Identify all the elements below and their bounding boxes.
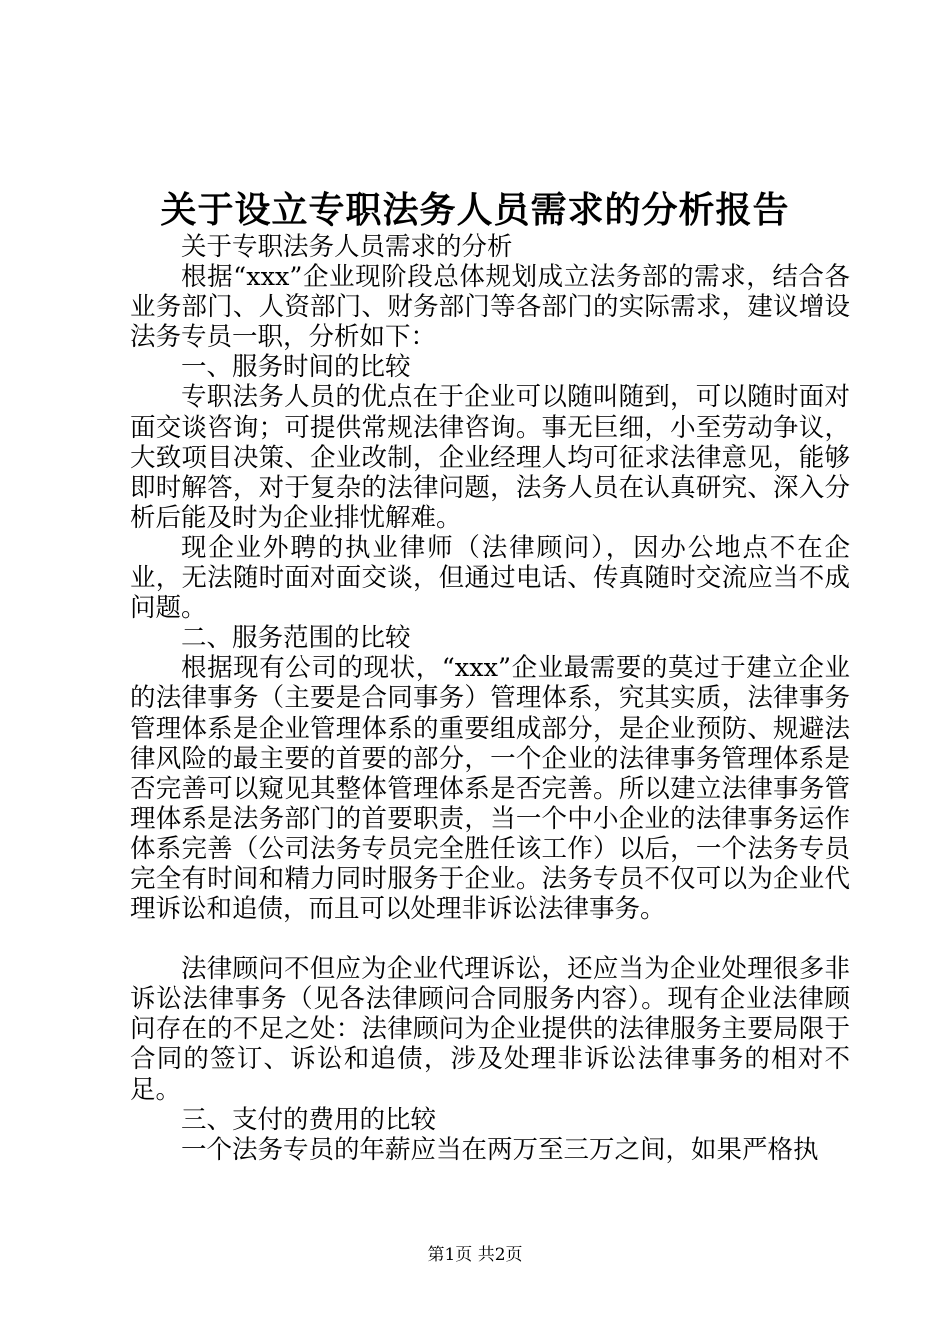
paragraph: 法律顾问不但应为企业代理诉讼，还应当为企业处理很多非诉讼法律事务（见各法律顾问合同服务内容）。现有企业法律顾问存在的不足之处：法律顾问为企业提供的法律服务主要局限于合同的签订、诉讼和追债，涉及处理非诉讼法律事务的相对不足。	[130, 954, 850, 1105]
section-heading-2: 二、服务范围的比较	[181, 623, 411, 654]
section-heading-1: 一、服务时间的比较	[181, 352, 411, 383]
document-body	[130, 232, 850, 1165]
paragraph: 现企业外聘的执业律师（法律顾问），因办公地点不在企业，无法随时面对面交谈，但通过电话、传真随时交流应当不成问题。	[130, 532, 850, 624]
paragraph: 专职法务人员的优点在于企业可以随叫随到，可以随时面对面交谈咨询；可提供常规法律咨询。事无巨细，小至劳动争议，大致项目决策、企业改制，企业经理人均可征求法律意见，能够即时解答，对于复杂的法律问题，法务人员在认真研究、深入分析后能及时为企业排忧解难。	[130, 382, 850, 533]
section-heading-3: 三、支付的费用的比较	[181, 1104, 437, 1135]
subtitle-paragraph: 关于专职法务人员需求的分析	[181, 232, 513, 262]
paragraph: 根据现有公司的现状，“xxx”企业最需要的莫过于建立企业的法律事务（主要是合同事务）管理体系，究其实质，法律事务管理体系是企业管理体系的重要组成部分，是企业预防、规避法律风险的最主要的首要的部分，一个企业的法律事务管理体系是否完善可以窥见其整体管理体系是否完善。所以建立法律事务管理体系是法务部门的首要职责，当一个中小企业的法律事务运作体系完善（公司法务专员完全胜任该工作）以后，一个法务专员完全有时间和精力同时服务于企业。法务专员不仅可以为企业代理诉讼和追债，而且可以处理非诉讼法律事务。	[130, 653, 850, 925]
paragraph: 一个法务专员的年薪应当在两万至三万之间，如果严格执	[181, 1134, 819, 1165]
page-title: 关于设立专职法务人员需求的分析报告	[160, 189, 790, 231]
page-number: 第1页 共2页	[427, 1245, 523, 1265]
intro-paragraph: 根据“xxx”企业现阶段总体规划成立法务部的需求，结合各业务部门、人资部门、财务部门等各部门的实际需求，建议增设法务专员一职，分析如下：	[130, 262, 850, 353]
